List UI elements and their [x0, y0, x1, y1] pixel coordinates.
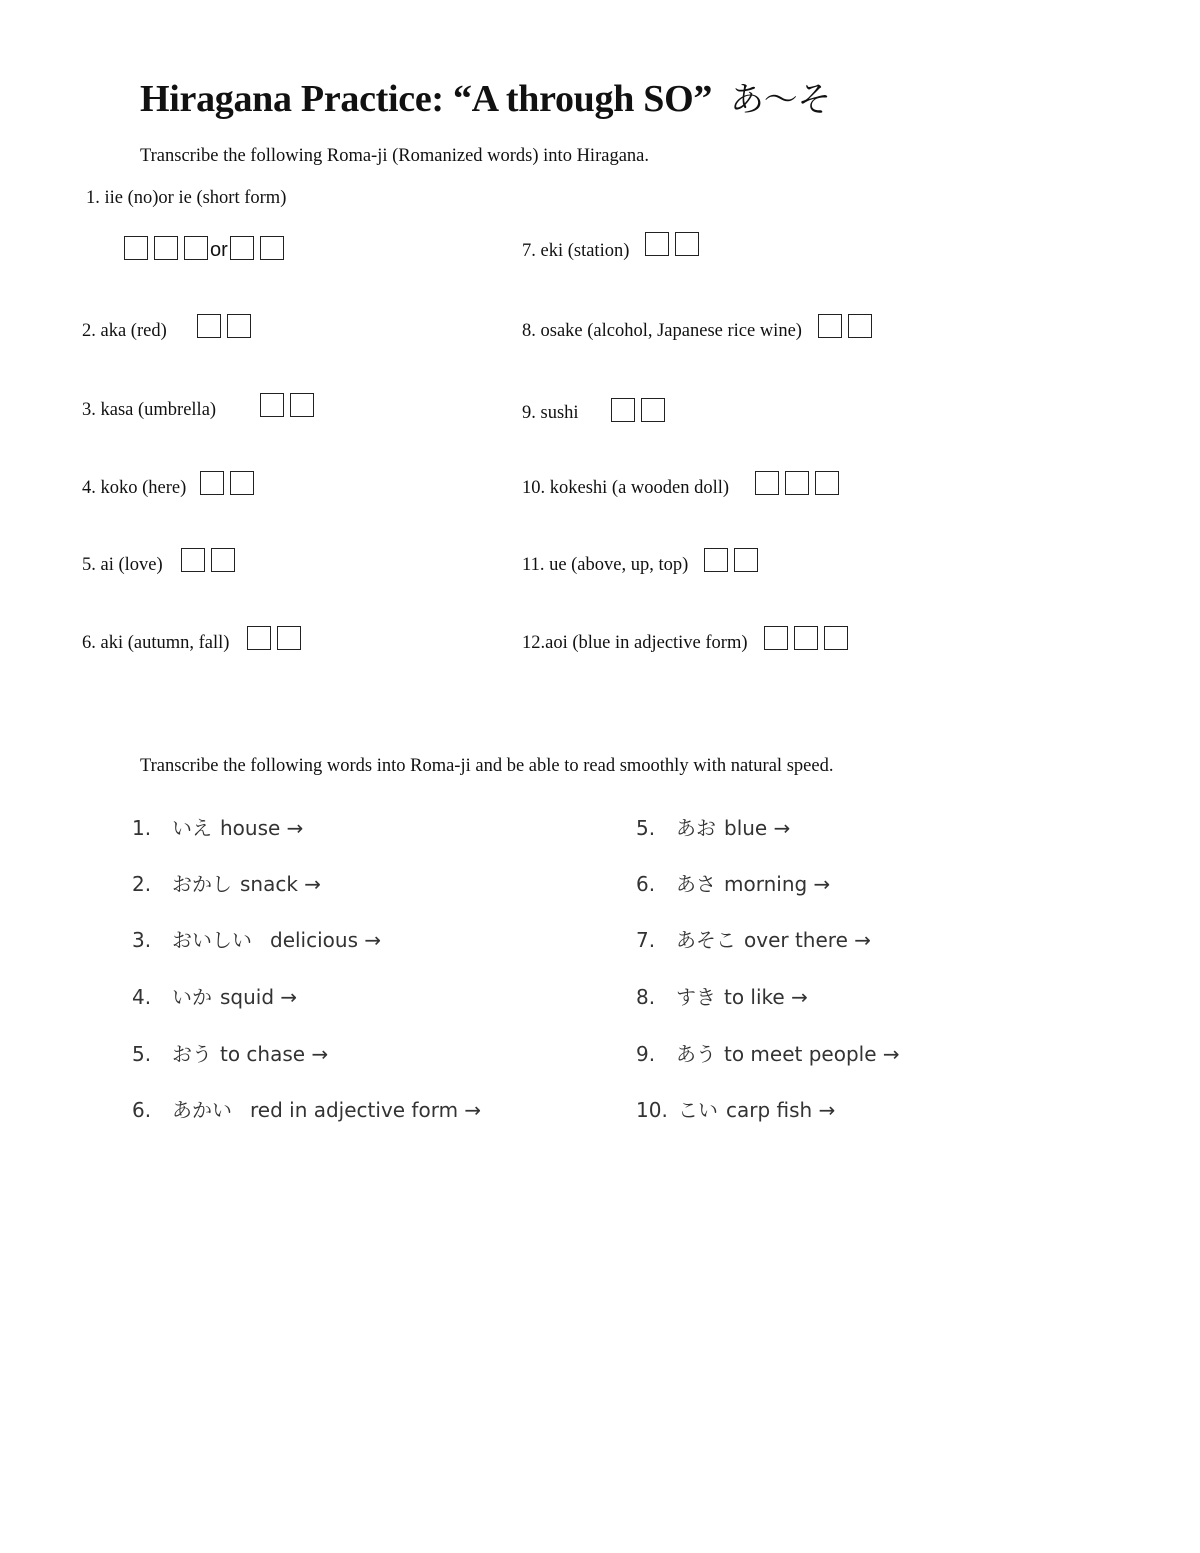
reading-item: [636, 1094, 835, 1123]
item-number: 7.: [636, 928, 656, 952]
item-3: [82, 393, 320, 421]
answer-box[interactable]: [184, 236, 208, 260]
answer-box[interactable]: [200, 471, 224, 495]
reading-item: [636, 1038, 900, 1067]
item-english: red in adjective form →: [250, 1098, 482, 1122]
answer-box[interactable]: [815, 471, 839, 495]
item-10: [522, 471, 845, 499]
item-label: 12.aoi (blue in adjective form): [522, 633, 748, 653]
answer-box[interactable]: [247, 626, 271, 650]
answer-box[interactable]: [211, 548, 235, 572]
item-number: 1.: [132, 816, 152, 840]
item-label: 2. aka (red): [82, 321, 167, 341]
answer-box[interactable]: [818, 314, 842, 338]
item-label: 9. sushi: [522, 403, 579, 423]
answer-box[interactable]: [704, 548, 728, 572]
item-9: [522, 398, 671, 424]
answer-box[interactable]: [641, 398, 665, 422]
item-english: morning →: [724, 872, 831, 896]
reading-item: [636, 812, 790, 841]
answer-box[interactable]: [785, 471, 809, 495]
item-label: 6. aki (autumn, fall): [82, 633, 230, 653]
item-hiragana: すき: [676, 985, 716, 1009]
item-hiragana: あう: [676, 1042, 716, 1066]
section2-instruction: Transcribe the following words into Roma-ji and be able to read smoothly with natural speed.: [140, 756, 834, 776]
item-english: delicious →: [270, 928, 382, 952]
item-hiragana: おかし: [172, 872, 232, 896]
item-number: 10.: [636, 1098, 668, 1122]
item-11: [522, 548, 764, 576]
item-label: 3. kasa (umbrella): [82, 400, 217, 420]
reading-item: [636, 981, 808, 1010]
item-english: to like →: [724, 985, 808, 1009]
item-english: snack →: [240, 872, 322, 896]
item-hiragana: こい: [678, 1098, 718, 1122]
answer-box[interactable]: [824, 626, 848, 650]
item-number: 6.: [636, 872, 656, 896]
answer-box[interactable]: [734, 548, 758, 572]
item-5: [82, 548, 241, 576]
answer-box[interactable]: [755, 471, 779, 495]
reading-item: [132, 812, 303, 841]
item-number: 4.: [132, 985, 152, 1009]
answer-box[interactable]: [230, 471, 254, 495]
page-title: [140, 72, 831, 121]
reading-item: [132, 1038, 328, 1067]
item-hiragana: あさ: [676, 872, 716, 896]
item-english: blue →: [724, 816, 791, 840]
answer-box[interactable]: [290, 393, 314, 417]
title-kana: あ〜そ: [730, 80, 832, 120]
item-6: [82, 626, 307, 654]
item-english: house →: [220, 816, 304, 840]
item-hiragana: いか: [172, 985, 212, 1009]
item-label: 7. eki (station): [522, 241, 630, 261]
item-2: [82, 314, 257, 342]
or-label: or: [210, 239, 228, 261]
item-4: [82, 471, 260, 499]
item-number: 5.: [636, 816, 656, 840]
item-number: 8.: [636, 985, 656, 1009]
answer-box[interactable]: [230, 236, 254, 260]
answer-box[interactable]: [611, 398, 635, 422]
answer-box[interactable]: [848, 314, 872, 338]
item-english: over there →: [744, 928, 871, 952]
section1-instruction: Transcribe the following Roma-ji (Romanized words) into Hiragana.: [140, 146, 649, 166]
reading-item: [132, 868, 321, 897]
item1-answer-boxes: [124, 236, 290, 260]
item-hiragana: いえ: [172, 816, 212, 840]
answer-box[interactable]: [260, 393, 284, 417]
item-hiragana: あお: [676, 816, 716, 840]
item-number: 9.: [636, 1042, 656, 1066]
item-number: 2.: [132, 872, 152, 896]
answer-box[interactable]: [675, 232, 699, 256]
answer-box[interactable]: [154, 236, 178, 260]
item-label: 11. ue (above, up, top): [522, 555, 689, 575]
item-label: 5. ai (love): [82, 555, 163, 575]
answer-box[interactable]: [764, 626, 788, 650]
answer-box[interactable]: [181, 548, 205, 572]
item-12: [522, 626, 854, 654]
item-english: to chase →: [220, 1042, 329, 1066]
title-text: Hiragana Practice: “A through SO”: [140, 78, 713, 120]
item-hiragana: おいしい: [172, 928, 252, 952]
item-label: 8. osake (alcohol, Japanese rice wine): [522, 321, 802, 341]
answer-box[interactable]: [794, 626, 818, 650]
item-number: 5.: [132, 1042, 152, 1066]
reading-item: [132, 924, 381, 953]
reading-item: [132, 1094, 481, 1123]
item-english: squid →: [220, 985, 298, 1009]
item-label: 10. kokeshi (a wooden doll): [522, 478, 730, 498]
answer-box[interactable]: [645, 232, 669, 256]
item-label: 4. koko (here): [82, 478, 187, 498]
answer-box[interactable]: [197, 314, 221, 338]
answer-box[interactable]: [227, 314, 251, 338]
reading-item: [132, 981, 297, 1010]
item-english: carp fish →: [726, 1098, 836, 1122]
item1-label: 1. iie (no)or ie (short form): [86, 188, 287, 208]
item-number: 6.: [132, 1098, 152, 1122]
item-number: 3.: [132, 928, 152, 952]
item-8: [522, 314, 878, 342]
item-7: [522, 232, 705, 262]
answer-box[interactable]: [277, 626, 301, 650]
item-hiragana: あかい: [172, 1098, 232, 1122]
reading-item: [636, 868, 830, 897]
reading-item: [636, 924, 871, 953]
item-hiragana: おう: [172, 1042, 212, 1066]
answer-box[interactable]: [124, 236, 148, 260]
answer-box[interactable]: [260, 236, 284, 260]
item-hiragana: あそこ: [676, 928, 736, 952]
item-english: to meet people →: [724, 1042, 900, 1066]
